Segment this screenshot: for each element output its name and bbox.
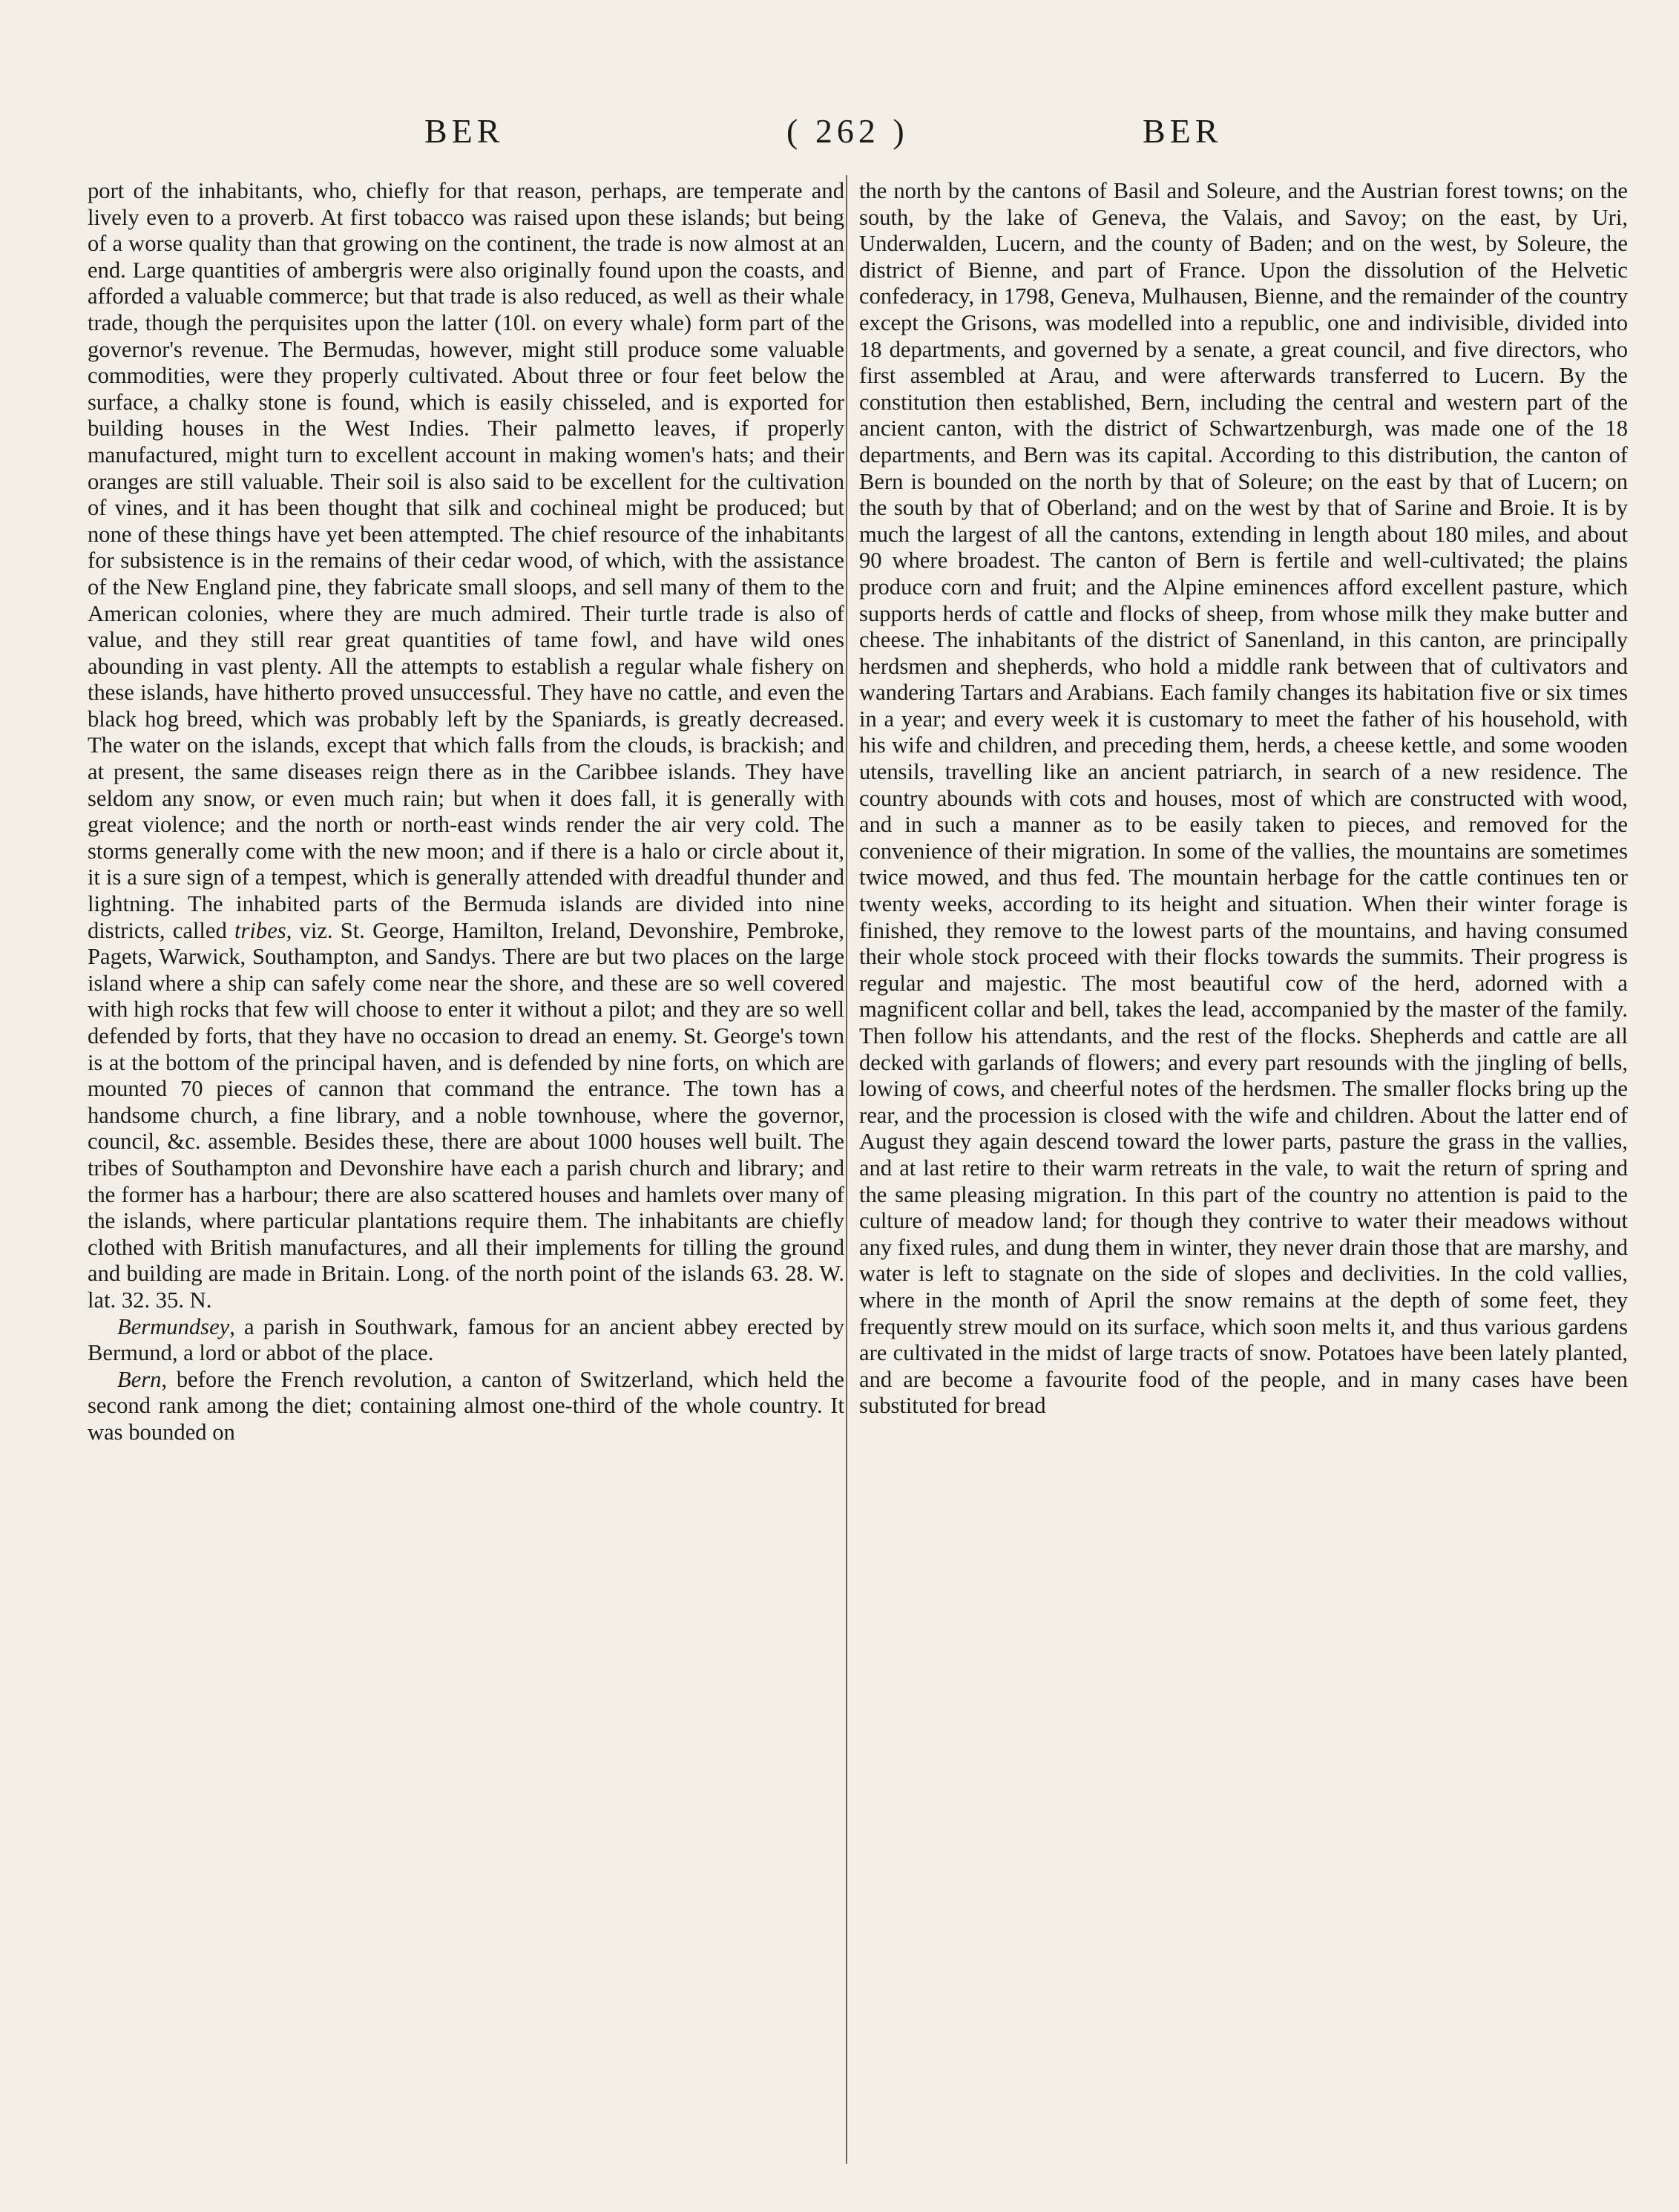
entry-text: , a parish in Southwark, famous for an ancient abbey erected by Bermund, a lord or abbot of the place. [88, 1313, 844, 1366]
column-divider [846, 175, 847, 2164]
italic-term: tribes [234, 917, 286, 943]
paragraph-text: port of the inhabitants, who, chiefly for that reason, perhaps, are temperate and lively even to a proverb. At first tobacco was raised upon these islands; but being of a worse quality than that growing on the continent, the trade is now almost at an end. Large quantities of ambergris were also originally found upon the coasts, and afforded a valuable commerce; but that trade is also reduced, as well as their whale trade, though the perquisites upon the latter (10l. on every whale) form part of the governor's revenue. The Bermudas, however, might still produce some valuable commodities, were they properly cultivated. About three or four feet below the surface, a chalky stone is found, which is easily chisseled, and is exported for building houses in the West Indies. Their palmetto leaves, if properly manufactured, might turn to excellent account in making women's hats; and their oranges are still valuable. Their soil is also said to be excellent for the cultivation of vines, and it has been thought that silk and cochineal might be produced; but none of these things have yet been attempted. The chief resource of the inhabitants for subsistence is in the remains of their cedar wood, of which, with the assistance of the New England pine, they fabricate small sloops, and sell many of them to the American colonies, where they are much admired. Their turtle trade is also of value, and they still rear great quantities of tame fowl, and have wild ones abounding in vast plenty. All the attempts to establish a regular whale fishery on these islands, have hitherto proved unsuccessful. They have no cattle, and even the black hog breed, which was probably left by the Spaniards, is greatly decreased. The water on the islands, except that which falls from the clouds, is brackish; and at present, the same diseases reign there as in the Caribbee islands. They have seldom any snow, or even much rain; but when it does fall, it is generally with great violence; and the north or north-east winds render the air very cold. The storms generally come with the new moon; and if there is a halo or circle about it, it is a sure sign of a tempest, which is generally attended with dreadful thunder and lightning. The inhabited parts of the Bermuda islands are divided into nine districts, called [88, 178, 844, 943]
paragraph-text: the north by the cantons of Basil and Soleure, and the Austrian forest towns; on the south, by the lake of Geneva, the Valais, and Savoy; on the east, by Uri, Underwalden, Lucern, and the county of Baden; and on the west, by Soleure, the district of Bienne, and part of France. Upon the dissolution of the Helvetic confederacy, in 1798, Geneva, Mulhausen, Bienne, and the remainder of the country except the Grisons, was modelled into a republic, one and indivisible, divided into 18 departments, and governed by a senate, a great council, and five directors, who first assembled at Arau, and were afterwards transferred to Lucern. By the constitution then established, Bern, including the central and western part of the ancient canton, with the district of Schwartzenburgh, was made one of the 18 departments, and Bern was its capital. According to this distribution, the canton of Bern is bounded on the north by that of Soleure; on the east by that of Lucern; on the south by that of Oberland; and on the west by that of Sarine and Broie. It is by much the largest of all the cantons, extending in length about 180 miles, and about 90 where broadest. The canton of Bern is fertile and well-cultivated; the plains produce corn and fruit; and the Alpine eminences afford excellent pasture, which supports herds of cattle and flocks of sheep, from whose milk they make butter and cheese. The inhabitants of the district of Sanenland, in this canton, are principally herdsmen and shepherds, who hold a middle rank between that of cultivators and wandering Tartars and Arabians. Each family changes its habitation five or six times in a year; and every week it is customary to meet the father of his household, with his wife and children, and preceding them, herds, a cheese kettle, and some wooden utensils, travelling like an ancient patriarch, in search of a new residence. The country abounds with cots and houses, most of which are constructed with wood, and in such a manner as to be easily taken to pieces, and removed for the convenience of their migration. In some of the vallies, the mountains are sometimes twice mowed, and thus fed. The mountain herbage for the cattle continues ten or twenty weeks, according to its height and situation. When their winter forage is finished, they remove to the lowest parts of the mountains, and having consumed their whole stock proceed with their flocks towards the summits. Their progress is regular and majestic. The most beautiful cow of the herd, adorned with a magnificent collar and bell, takes the lead, accompanied by the master of the family. Then follow his attendants, and the rest of the flocks. Shepherds and cattle are all decked with garlands of flowers; and every part resounds with the jingling of bells, lowing of cows, and cheerful notes of the herdsmen. The smaller flocks bring up the rear, and the procession is closed with the wife and children. About the latter end of August they again descend toward the lower parts, pasture the grass in the vallies, and at last retire to their warm retreats in the vale, to wait the return of spring and the same pleasing migration. In this part of the country no attention is paid to the culture of meadow land; for though they contrive to water their meadows without any fixed rules, and dung them in winter, they never drain those that are marshy, and water is left to stagnate on the side of slopes and declivities. In the cold vallies, where in the month of April the snow remains at the depth of some feet, they frequently strew mould on its surface, which soon melts it, and thus various gardens are cultivated in the midst of large tracts of snow. Potatoes have been lately planted, and are become a favourite food of the people, and in many cases have been substituted for bread [859, 178, 1628, 1419]
paragraph-text: , viz. St. George, Hamilton, Ireland, Devonshire, Pembroke, Pagets, Warwick, Southampton, and Sandys. There are but two places on the large island where a ship can safely come near the shore, and these are so well covered with high rocks that few will choose to enter it without a pilot; and they are so well defended by forts, that they have no occasion to dread an enemy. St. George's town is at the bottom of the principal haven, and is defended by nine forts, on which are mounted 70 pieces of cannon that command the entrance. The town has a handsome church, a fine library, and a noble townhouse, where the governor, council, &c. assemble. Besides these, there are about 1000 houses well built. The tribes of Southampton and Devonshire have each a parish church and library; and the former has a harbour; there are also scattered houses and hamlets over many of the islands, where particular plantations require them. The inhabitants are chiefly clothed with British manufactures, and all their implements for tilling the ground and building are made in Britain. Long. of the north point of the islands 63. 28. W. lat. 32. 35. N. [88, 917, 844, 1313]
entry-bermundsey [88, 1314, 844, 1367]
entry-headword: Bern [117, 1366, 162, 1392]
page-number: ( 262 ) [786, 112, 909, 150]
entry-text: , before the French revolution, a canton of Switzerland, which held the second rank among the diet; containing almost one-third of the whole country. It was bounded on [88, 1366, 844, 1445]
running-header [0, 111, 1679, 156]
header-left-catchword: BER [424, 112, 505, 150]
bern-continuation-paragraph [859, 178, 1628, 1420]
entry-headword: Bermundsey [117, 1313, 230, 1339]
bermudas-continuation-paragraph [88, 178, 844, 1314]
entry-bern [88, 1367, 844, 1446]
left-column [88, 178, 844, 2174]
right-column [859, 178, 1628, 2174]
header-right-catchword: BER [1143, 112, 1223, 150]
